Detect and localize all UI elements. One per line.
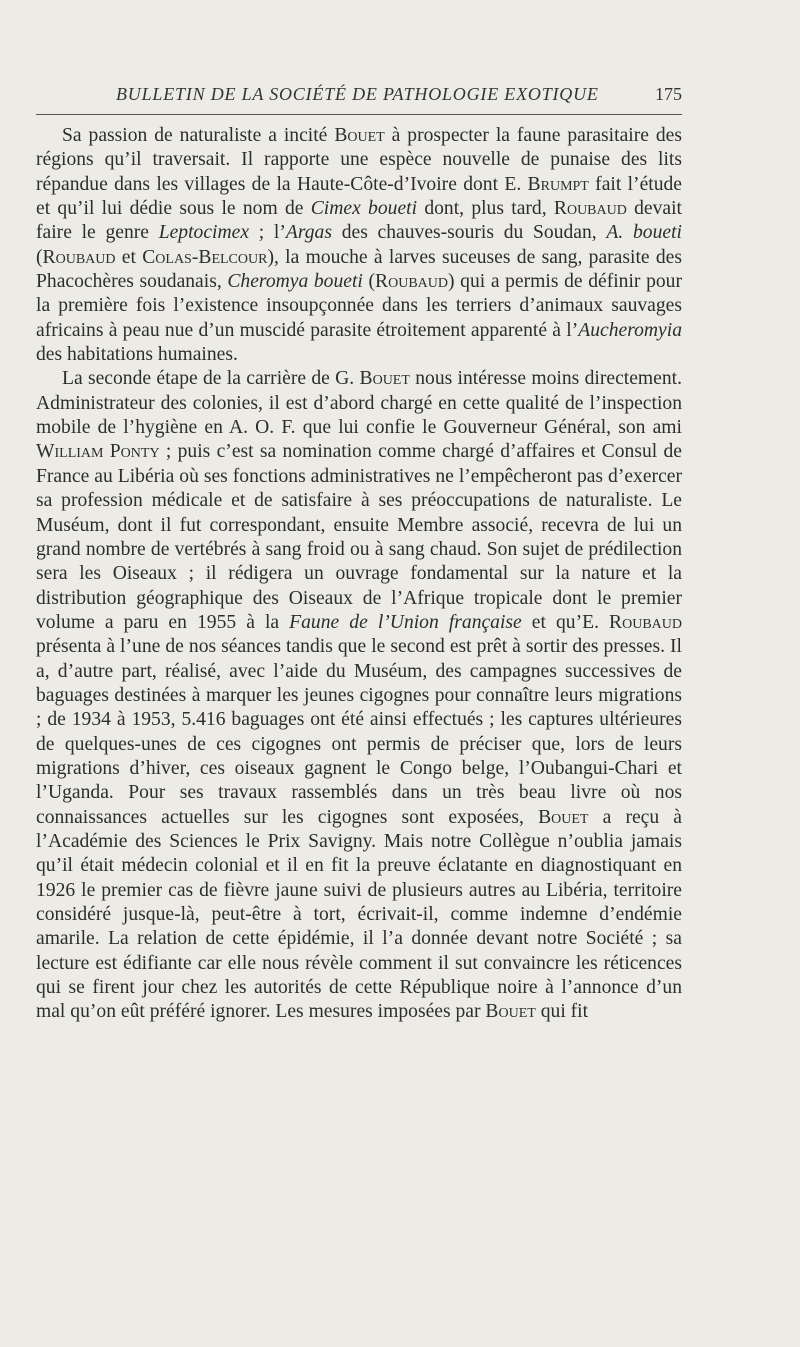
text-run: ), la mouche à larves suceuses de sang, parasite des Phacochères soudanais,	[36, 246, 682, 293]
italic-term: Leptocimex	[158, 222, 250, 244]
page-number: 175	[655, 84, 682, 104]
page-header	[36, 84, 682, 114]
author-name: Brumpt	[527, 173, 589, 195]
author-name: Bouet	[359, 368, 410, 390]
text-run: des habitations humaines.	[36, 344, 238, 366]
running-title: BULLETIN DE LA SOCIÉTÉ DE PATHOLOGIE EXOTIQUE	[116, 84, 599, 104]
text-run: ) qui a permis de définir pour la première fois l’existence insoupçonnée dans les terriers d’animaux sauvages africains à peau nue d’un muscidé parasite étroitement apparenté à l’	[36, 271, 682, 341]
author-name: Bouet	[485, 1001, 536, 1023]
italic-term: A. boueti	[606, 222, 682, 244]
text-run: dont, plus tard,	[417, 198, 554, 220]
body-text	[36, 124, 682, 1025]
text-run: et qu’E.	[521, 611, 610, 633]
paragraph-career	[36, 367, 682, 1024]
author-name: Roubaud	[553, 198, 627, 220]
text-run: fait l’étude et qu’il lui dédie sous le nom de	[36, 173, 682, 220]
text-run: des chauves-souris du Soudan,	[331, 222, 607, 244]
author-name: Roubaud	[42, 246, 116, 268]
italic-term: Argas	[285, 222, 332, 244]
text-run: et	[115, 246, 143, 268]
italic-term: Cheromya boueti	[227, 271, 363, 293]
text-run: nous intéresse moins directement. Administrateur des colonies, il est d’abord chargé en cette qualité de l’inspection mobile de l’hygiène en A. O. F. que lui confie le Gouverneur Général, son ami	[36, 368, 682, 439]
text-run: Sa passion de naturaliste a incité	[62, 125, 335, 146]
text-run: (	[362, 271, 376, 293]
text-run: a reçu à l’Académie des Sciences le Prix Savigny. Mais notre Collègue n’oublia jamais qu’il était médecin colonial et il en fit la preuve éclatante en diagnostiquant en 1926 le premier cas de fièvre jaune suivi de plusieurs autres au Libéria, territoire considéré jusque-là, peut-être à tort, écrivait-il, comme indemne d’endémie amarile. La relation de cette épidémie, il l’a donnée devant notre Société ; sa lecture est édifiante car elle nous révèle comment il sut convaincre les réticences qui se firent jour chez les autorités de cette République noire à l’annonce d’un mal qu’on eût préféré ignorer. Les mesures imposées par	[36, 806, 682, 1023]
text-run: présenta à l’une de nos séances tandis que le second est prêt à sortir des presses. Il a, d’autre part, réalisé, avec l’aide du Muséum, des campagnes successives de baguages destinées à marquer les jeunes cigognes pour connaître leurs migrations ; de 1934 à 1953, 5.416 baguages ont été ainsi effectués ; les captures ultérieures de quelques-unes de ces cigognes ont permis de préciser que, lors de leurs migrations d’hiver, ces oiseaux gagnent le Congo belge, l’Oubangui-Chari et l’Uganda. Pour ses travaux rassemblés dans un très beau livre où nos connaissances actuelles sur les cigognes sont exposées,	[36, 636, 682, 828]
author-name: Colas-Belcour	[142, 246, 268, 268]
italic-term: Cimex boueti	[310, 198, 418, 220]
author-name: William Ponty	[36, 441, 160, 463]
header-rule	[36, 114, 682, 115]
paragraph-naturalist	[36, 124, 682, 367]
text-run: qui fit	[535, 1001, 589, 1023]
italic-term: Aucheromyia	[578, 319, 682, 341]
text-run: La seconde étape de la carrière de G.	[62, 368, 360, 390]
text-run: ; l’	[249, 222, 286, 244]
author-name: Bouet	[334, 125, 385, 146]
text-run: ; puis c’est sa nomination comme chargé d’affaires et Consul de France au Libéria où ses fonctions administratives ne l’empêcheront pas d’exercer sa profession médicale et de satisfaire à ses préoccupations de naturaliste. Le Muséum, dont il fut correspondant, ensuite Membre associé, recevra de lui un grand nombre de vertébrés à sang froid ou à sang chaud. Son sujet de prédilection sera les Oiseaux ; il rédigera un ouvrage fondamental sur la nature et la distribution géographique des Oiseaux de l’Afrique tropicale dont le premier volume a paru en 1955 à la	[36, 441, 682, 633]
italic-term: Faune de l’Union française	[289, 611, 522, 633]
author-name: Roubaud	[609, 611, 682, 633]
text-run: (	[36, 246, 43, 268]
author-name: Bouet	[538, 806, 589, 828]
text-run: devait faire le genre	[36, 198, 683, 244]
author-name: Roubaud	[375, 271, 448, 293]
text-run: à prospecter la faune parasitaire des régions qu’il traversait. Il rapporte une espèce nouvelle de punaise des lits répandue dans les villages de la Haute-Côte-d’Ivoire dont E.	[36, 125, 682, 195]
